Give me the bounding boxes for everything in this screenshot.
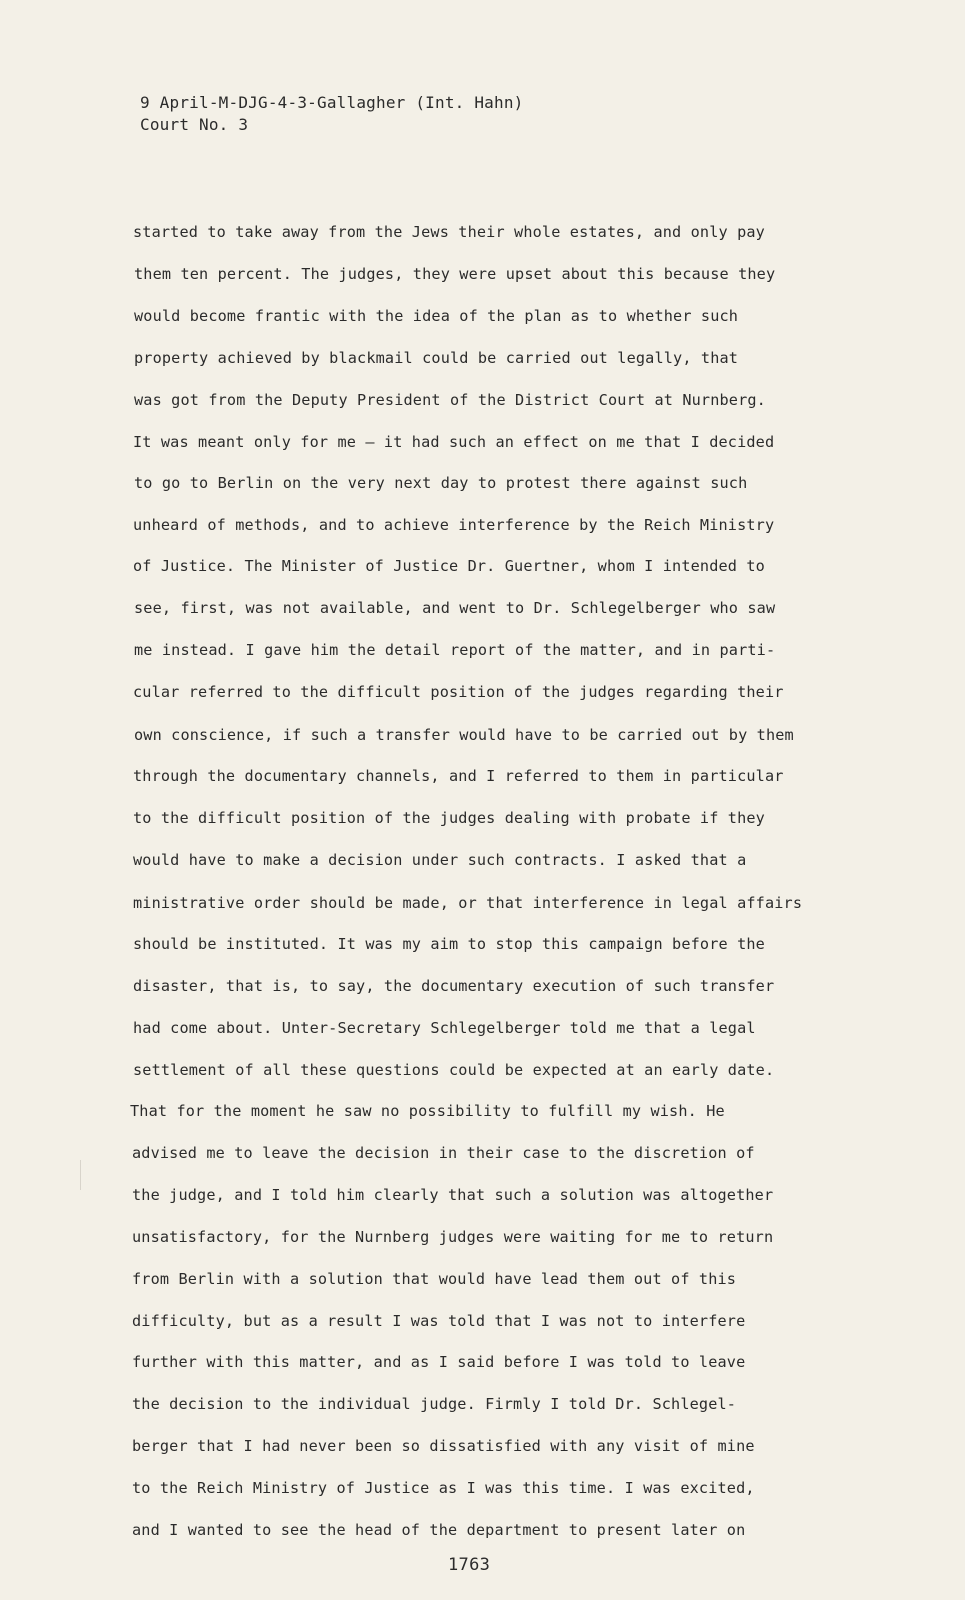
body-line: would have to make a decision under such contracts. I asked that a [133,851,747,869]
body-line: was got from the Deputy President of the District Court at Nurnberg. [134,391,766,409]
body-line: should be instituted. It was my aim to stop this campaign before the [133,935,765,953]
body-line: ministrative order should be made, or that interference in legal affairs [133,894,803,912]
body-line: unheard of methods, and to achieve interference by the Reich Ministry [133,516,775,534]
body-line: the decision to the individual judge. Firmly I told Dr. Schlegel- [132,1395,737,1413]
body-line: cular referred to the difficult position of the judges regarding their [133,683,784,701]
body-line: would become frantic with the idea of the plan as to whether such [134,307,739,325]
body-line: own conscience, if such a transfer would have to be carried out by them [134,726,794,744]
body-line: me instead. I gave him the detail report of the matter, and in parti- [134,641,776,659]
body-line: them ten percent. The judges, they were upset about this because they [134,265,776,283]
body-line: had come about. Unter-Secretary Schlegelberger told me that a legal [133,1019,756,1037]
body-line: advised me to leave the decision in their case to the discretion of [132,1144,755,1162]
body-line: started to take away from the Jews their whole estates, and only pay [133,223,765,241]
body-line: and I wanted to see the head of the department to present later on [132,1521,746,1539]
body-line: to go to Berlin on the very next day to protest there against such [134,474,748,492]
header-line-1: 9 April-M-DJG-4-3-Gallagher (Int. Hahn) [140,93,524,112]
header-line-2: Court No. 3 [140,115,249,134]
body-line: to the Reich Ministry of Justice as I was this time. I was excited, [132,1479,755,1497]
body-line: of Justice. The Minister of Justice Dr. Guertner, whom I intended to [133,557,765,575]
body-line: from Berlin with a solution that would have lead them out of this [132,1270,737,1288]
body-line: That for the moment he saw no possibility to fulfill my wish. He [130,1102,725,1120]
body-line: berger that I had never been so dissatisfied with any visit of mine [132,1437,755,1455]
body-line: to the difficult position of the judges dealing with probate if they [133,809,765,827]
paper-mark [80,1160,81,1190]
body-line: settlement of all these questions could be expected at an early date. [133,1061,775,1079]
body-line: difficulty, but as a result I was told that I was not to interfere [132,1312,746,1330]
body-line: disaster, that is, to say, the documentary execution of such transfer [133,977,775,995]
body-line: unsatisfactory, for the Nurnberg judges were waiting for me to return [132,1228,774,1246]
body-line: the judge, and I told him clearly that such a solution was altogether [132,1186,774,1204]
body-line: see, first, was not available, and went to Dr. Schlegelberger who saw [134,599,776,617]
page-number: 1763 [448,1555,491,1575]
body-line: through the documentary channels, and I referred to them in particular [133,767,784,785]
body-line: further with this matter, and as I said before I was told to leave [132,1353,746,1371]
body-line: property achieved by blackmail could be carried out legally, that [134,349,739,367]
body-line: It was meant only for me — it had such an effect on me that I decided [133,433,775,451]
